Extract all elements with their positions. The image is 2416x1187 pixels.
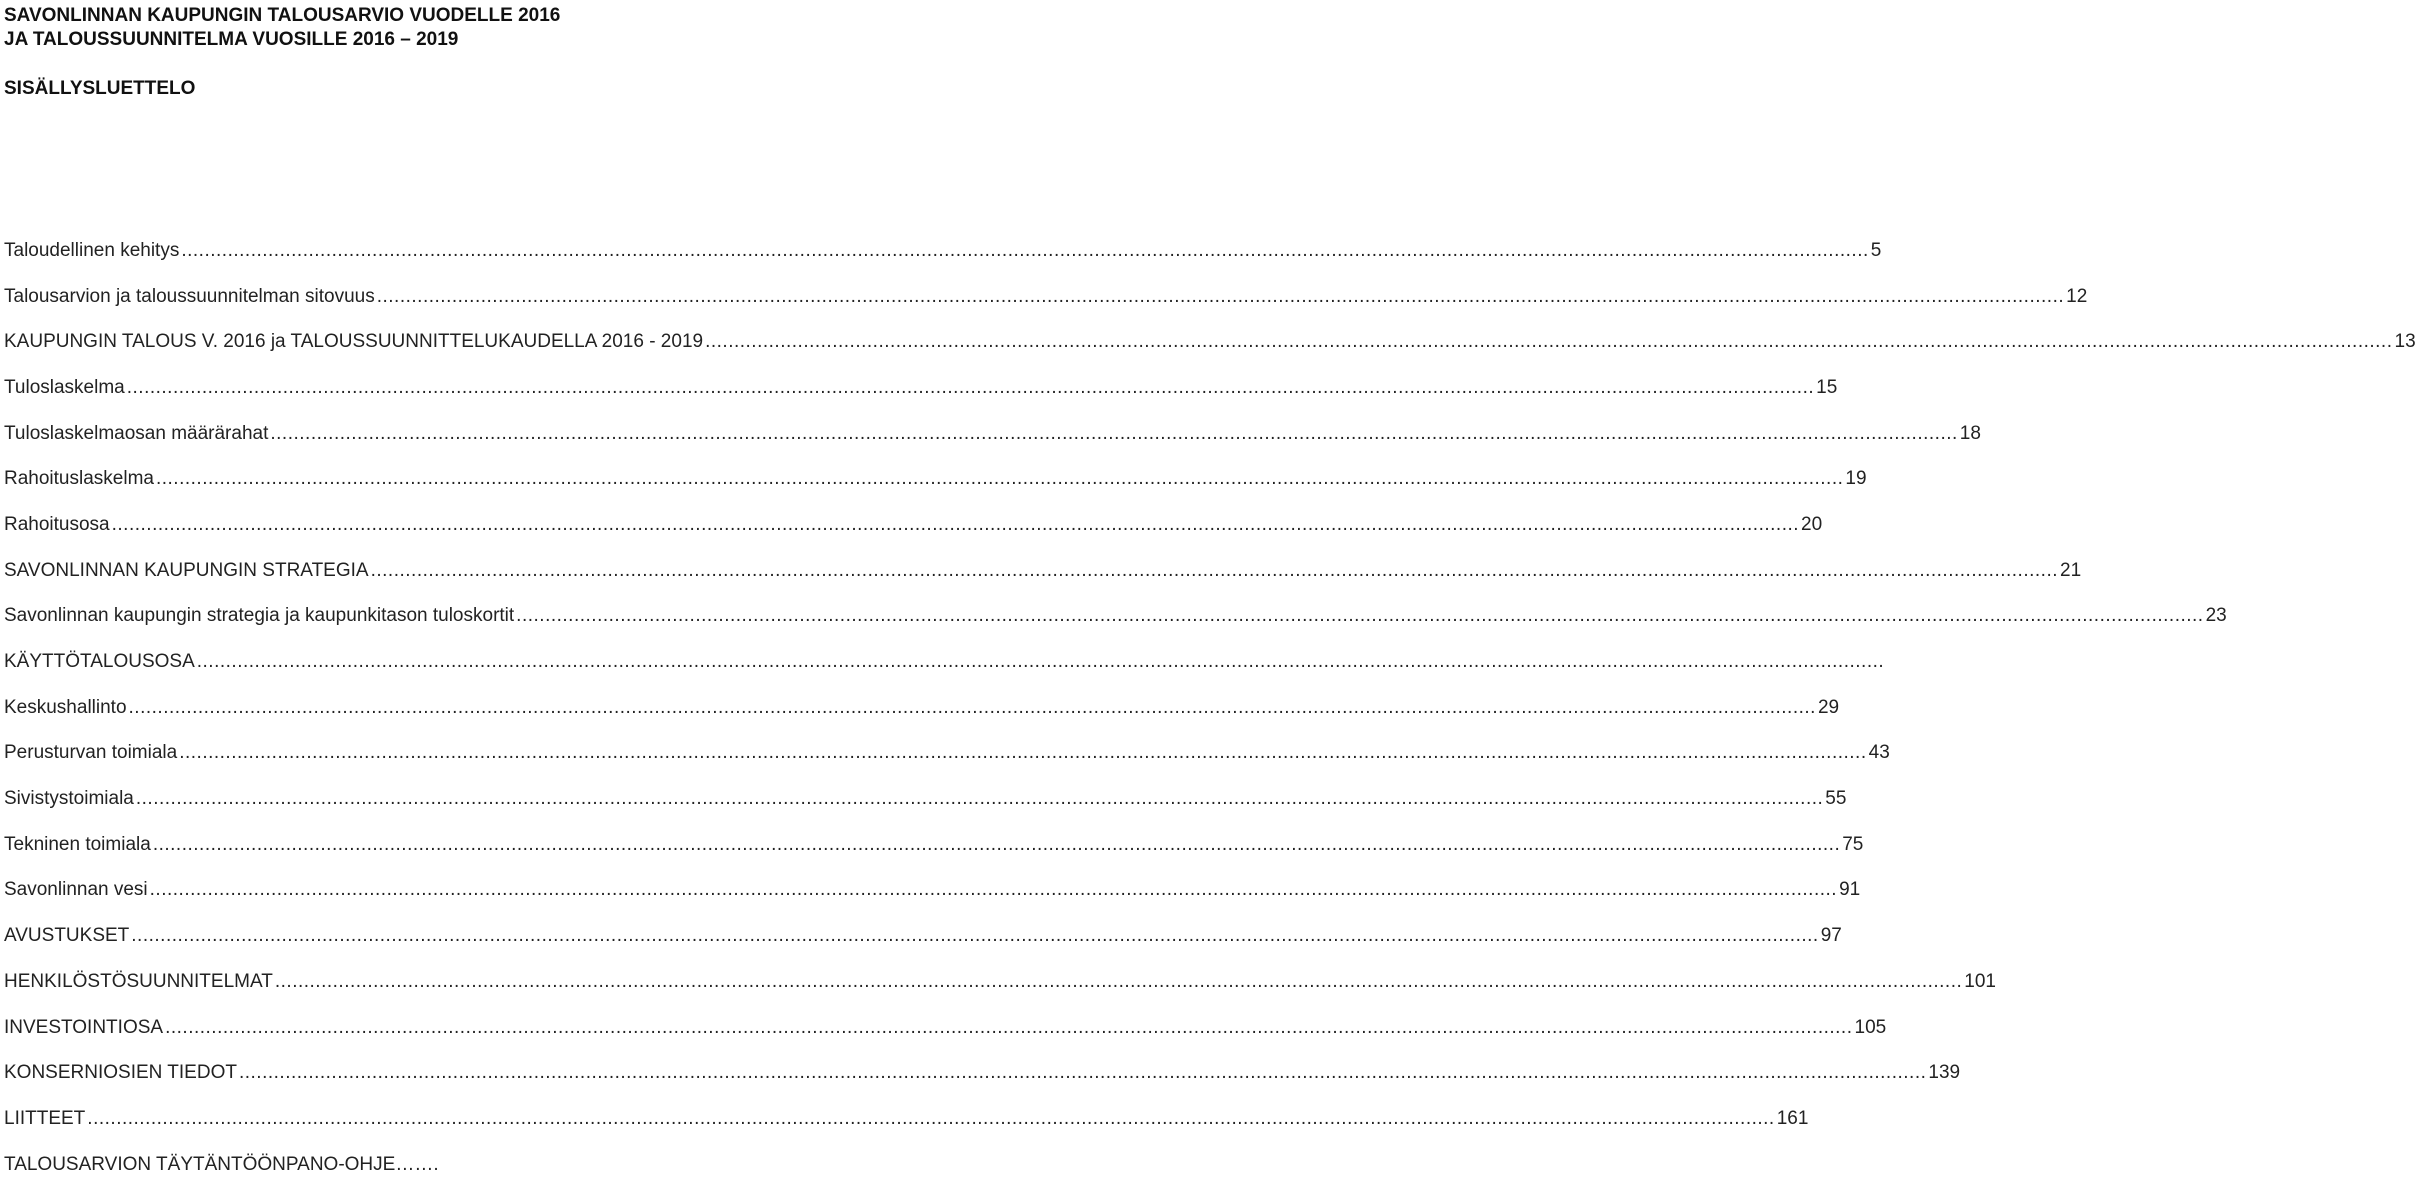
toc-entry-label: Tuloslaskelmaosan määrärahat (4, 422, 269, 444)
toc-entry-label: Sivistystoimiala (4, 788, 134, 810)
toc-leader-dots (181, 240, 1868, 262)
toc-entry-page: 5 (1870, 239, 1882, 261)
toc-entry-label: Savonlinnan kaupungin strategia ja kaupunkitason tuloskortit (4, 605, 515, 627)
header-title-line-2: JA TALOUSSUUNNITELMA VUOSILLE 2016 – 2019 (4, 29, 459, 50)
toc-entry-page: 43 (1868, 742, 1890, 764)
table-of-contents (4, 228, 2416, 1187)
toc-entry-kaupungin-talous[interactable] (4, 319, 2416, 365)
toc-entry-page: 15 (1816, 376, 1838, 398)
toc-entry-page: 91 (1839, 879, 1861, 901)
toc-entry-label: KÄYTTÖTALOUSOSA (4, 651, 195, 673)
toc-entry-page: 12 (2066, 285, 2088, 307)
toc-entry-label: Keskushallinto (4, 696, 127, 718)
toc-leader-dots (516, 605, 2203, 627)
toc-entry-page: 18 (1959, 422, 1981, 444)
toc-entry-maararahat[interactable] (4, 411, 1981, 457)
toc-entry-taloudellinen-kehitys[interactable] (4, 228, 1882, 274)
toc-entry-kayttotalousosa[interactable] (4, 639, 960, 685)
toc-entry-page: 55 (1825, 788, 1847, 810)
toc-entry-label: Tekninen toimiala (4, 833, 151, 855)
toc-entry-page: 19 (1845, 468, 1867, 490)
toc-entry-page: 105 (1854, 1016, 1887, 1038)
toc-entry-perusturva[interactable] (4, 731, 1890, 777)
toc-entry-label: Rahoitusosa (4, 513, 110, 535)
toc-entry-page: 13 (2394, 331, 2416, 353)
toc-entry-page: 161 (1776, 1107, 1809, 1129)
toc-entry-page: 139 (1928, 1062, 1961, 1084)
toc-leader-dots (705, 331, 2392, 353)
toc-entry-taytantoonpano-ohje[interactable] (4, 1142, 960, 1187)
toc-entry-henkilostosuunnitelmat[interactable] (4, 959, 1996, 1005)
toc-entry-label: Talousarvion ja taloussuunnitelman sitovuus (4, 285, 375, 307)
toc-entry-konserniosien-tiedot[interactable] (4, 1050, 1961, 1096)
toc-leader-dots (197, 651, 1884, 673)
toc-entry-page: 75 (1842, 833, 1864, 855)
toc-entry-page: 97 (1820, 925, 1842, 947)
toc-entry-page: 21 (2060, 559, 2082, 581)
toc-entry-sitovuus[interactable] (4, 274, 2088, 320)
toc-leader-dots (179, 742, 1866, 764)
toc-entry-page: 29 (1817, 696, 1840, 718)
toc-entry-page: 101 (1964, 970, 1996, 992)
toc-entry-label: AVUSTUKSET (4, 925, 130, 947)
toc-leader-dots (270, 423, 1957, 445)
toc-entry-label: HENKILÖSTÖSUUNNITELMAT (4, 970, 273, 992)
toc-entry-savonlinnan-vesi[interactable] (4, 868, 1861, 914)
toc-entry-rahoituslaskelma[interactable] (4, 456, 1867, 502)
toc-entry-tekninen-toimiala[interactable] (4, 822, 1864, 868)
toc-leader-dots (87, 1108, 1774, 1130)
toc-entry-label: Perusturvan toimiala (4, 742, 178, 764)
toc-entry-tuloskortit[interactable] (4, 594, 2227, 640)
toc-entry-liitteet[interactable] (4, 1096, 1809, 1142)
toc-entry-sivistystoimiala[interactable] (4, 776, 1847, 822)
document-header (4, 4, 560, 52)
toc-entry-keskushallinto[interactable] (4, 685, 1840, 731)
toc-entry-avustukset[interactable] (4, 913, 1842, 959)
toc-entry-label: SAVONLINNAN KAUPUNGIN STRATEGIA (4, 559, 369, 581)
toc-leader-dots (131, 925, 1818, 947)
toc-entry-strategia[interactable] (4, 548, 2082, 594)
toc-entry-tuloslaskelma[interactable] (4, 365, 1838, 411)
toc-entry-rahoitusosa[interactable] (4, 502, 1823, 548)
toc-entry-label: TALOUSARVION TÄYTÄNTÖÖNPANO-OHJE……. (4, 1153, 439, 1175)
toc-entry-label: KAUPUNGIN TALOUS V. 2016 ja TALOUSSUUNNITTELUKAUDELLA 2016 - 2019 (4, 331, 704, 353)
toc-entry-label: LIITTEET (4, 1107, 86, 1129)
toc-entry-label: Rahoituslaskelma (4, 468, 154, 490)
toc-heading: SISÄLLYSLUETTELO (4, 78, 196, 99)
toc-leader-dots (165, 1017, 1852, 1039)
toc-entry-label: INVESTOINTIOSA (4, 1016, 164, 1038)
header-title-line-1: SAVONLINNAN KAUPUNGIN TALOUSARVIO VUODELLE 2016 (4, 5, 561, 26)
toc-entry-page: 23 (2205, 605, 2227, 627)
toc-entry-page: 20 (1801, 513, 1823, 535)
toc-entry-label: Taloudellinen kehitys (4, 239, 180, 261)
toc-entry-investointiosa[interactable] (4, 1005, 1887, 1051)
toc-entry-label: KONSERNIOSIEN TIEDOT (4, 1062, 237, 1084)
toc-entry-label: Tuloslaskelma (4, 376, 125, 398)
toc-entry-label: Savonlinnan vesi (4, 879, 148, 901)
